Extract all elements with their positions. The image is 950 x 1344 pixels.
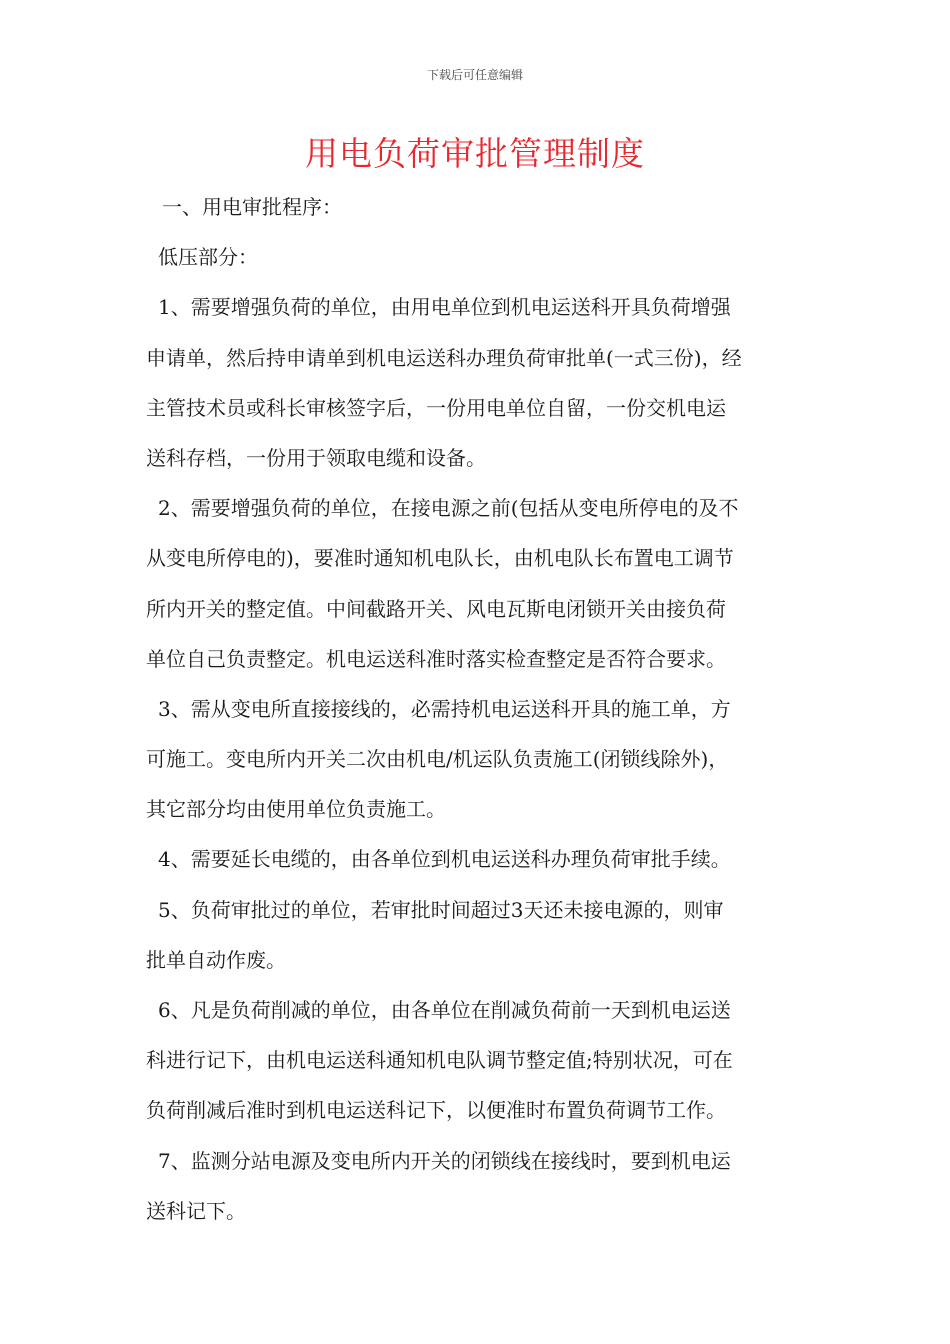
paragraph-1-line-4: 送科存档，一份用于领取电缆和设备。 <box>146 445 486 470</box>
paragraph-3-line-2: 可施工。变电所内开关二次由机电/机运队负责施工(闭锁线除外)， <box>146 747 729 772</box>
paragraph-3-line-1: 3、需从变电所直接接线的，必需持机电运送科开具的施工单，方 <box>158 696 731 721</box>
paragraph-6-line-2: 科进行记下，由机电运送科通知机电队调节整定值;特别状况，可在 <box>146 1048 733 1073</box>
paragraph-2-line-3: 所内开关的整定值。中间截路开关、风电瓦斯电闭锁开关由接负荷 <box>146 596 726 621</box>
paragraph-1-line-3: 主管技术员或科长审核签字后，一份用电单位自留，一份交机电运 <box>146 395 726 420</box>
paragraph-7-line-2: 送科记下。 <box>146 1198 246 1223</box>
subsection-heading: 低压部分： <box>158 245 258 270</box>
paragraph-3-line-3: 其它部分均由使用单位负责施工。 <box>146 797 446 822</box>
document-title: 用电负荷审批管理制度 <box>305 134 645 173</box>
header-note: 下载后可任意编辑 <box>426 68 523 82</box>
paragraph-1-line-2: 申请单，然后持申请单到机电运送科办理负荷审批单(一式三份)，经 <box>146 345 742 370</box>
paragraph-5-line-2: 批单自动作废。 <box>146 947 286 972</box>
paragraph-2-line-4: 单位自己负责整定。机电运送科准时落实检查整定是否符合要求。 <box>146 646 726 671</box>
paragraph-7-line-1: 7、监测分站电源及变电所内开关的闭锁线在接线时，要到机电运 <box>158 1148 731 1173</box>
paragraph-5-line-1: 5、负荷审批过的单位，若审批时间超过3天还未接电源的，则审 <box>158 897 724 922</box>
paragraph-4-line-1: 4、需要延长电缆的，由各单位到机电运送科办理负荷审批手续。 <box>158 847 731 872</box>
paragraph-6-line-3: 负荷削减后准时到机电运送科记下，以便准时布置负荷调节工作。 <box>146 1098 726 1123</box>
paragraph-6-line-1: 6、凡是负荷削减的单位，由各单位在削减负荷前一天到机电运送 <box>158 998 731 1022</box>
paragraph-1-line-1: 1、需要增强负荷的单位，由用电单位到机电运送科开具负荷增强 <box>158 295 731 320</box>
paragraph-2-line-2: 从变电所停电的)，要准时通知机电队长，由机电队长布置电工调节 <box>146 546 734 571</box>
paragraph-2-line-1: 2、需要增强负荷的单位，在接电源之前(包括从变电所停电的及不 <box>158 496 739 521</box>
document-body <box>146 182 806 1236</box>
section-heading: 一、用电审批程序： <box>162 195 342 219</box>
